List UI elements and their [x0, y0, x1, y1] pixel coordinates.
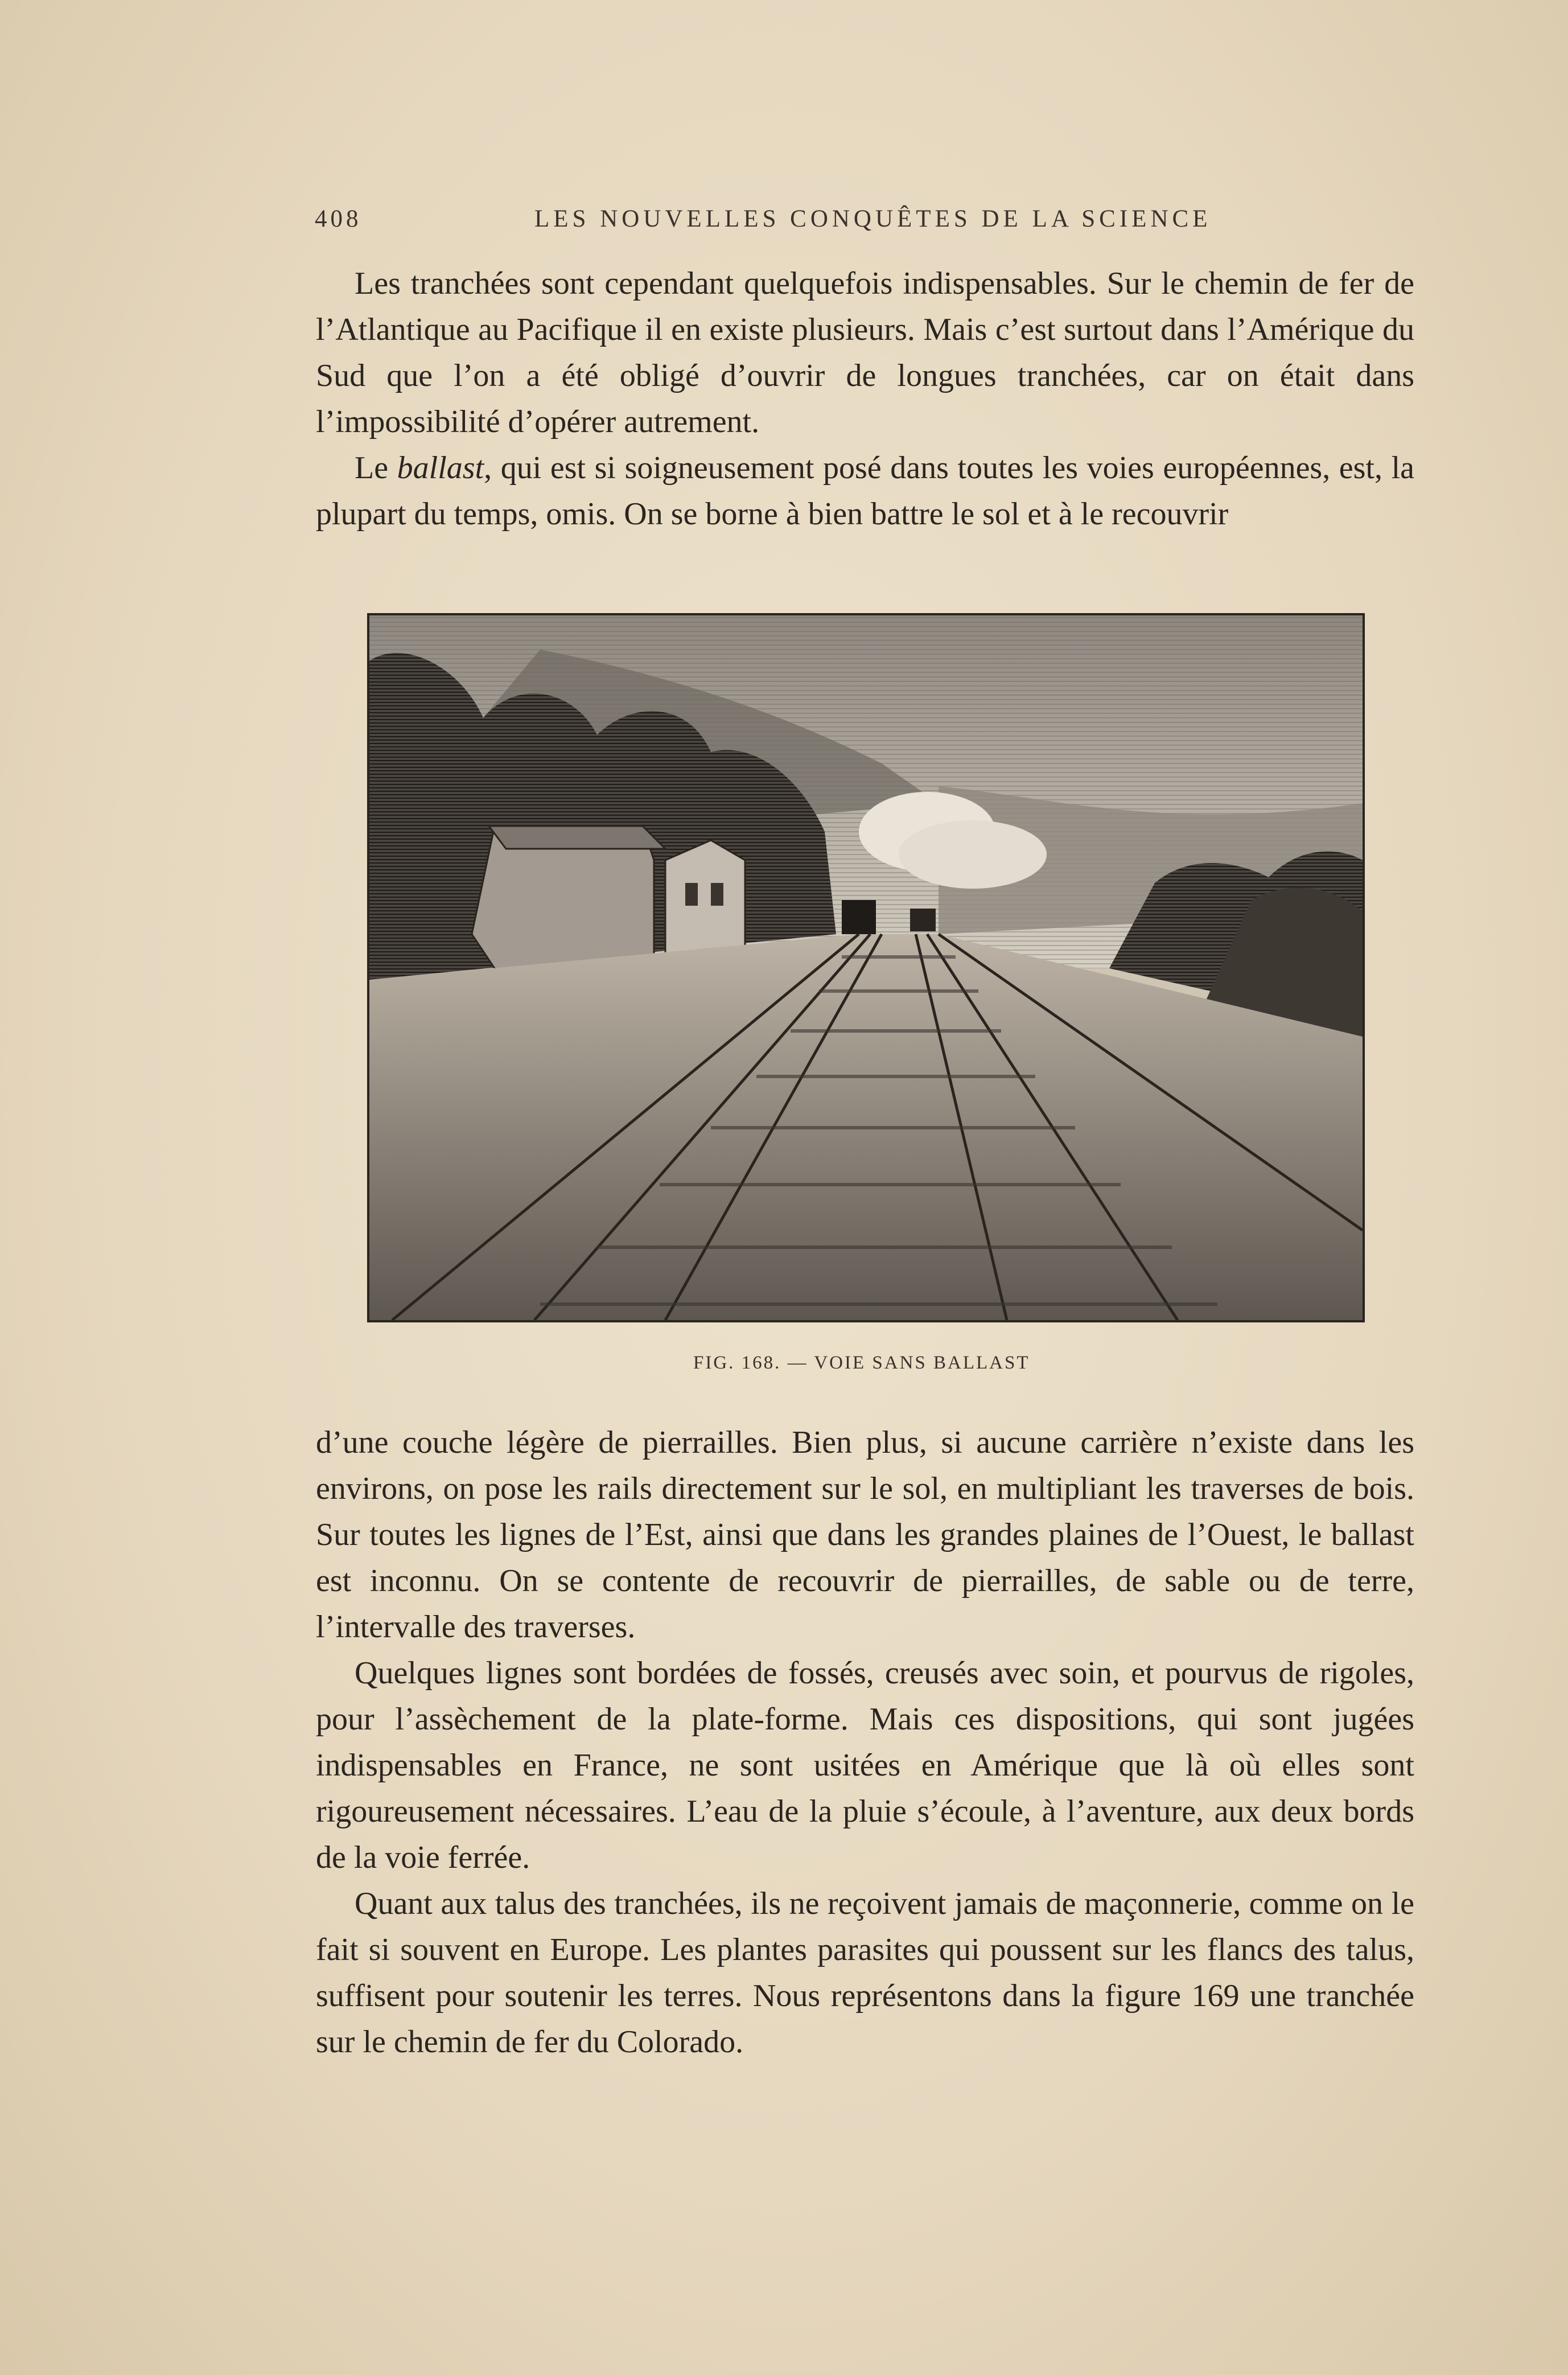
- text-block-top: [316, 261, 1414, 537]
- running-title: LES NOUVELLES CONQUÊTES DE LA SCIENCE: [534, 206, 1212, 232]
- page-header: [315, 205, 1411, 239]
- emphasis-ballast: ballast: [397, 450, 484, 486]
- paragraph-pierrailles: d’une couche légère de pierrailles. Bien plus, si aucune carrière n’existe dans les environs, on pose les rails directement sur le sol, en multipliant les traverses de bois. Sur toutes les lignes de l’Est, ainsi que dans les grandes plaines de l’Ouest, le ballast est inconnu. On se contente de recouvrir de pierrailles, de sable ou de terre, l’intervalle des traverses.: [316, 1425, 1414, 1645]
- page-number: 408: [315, 206, 362, 232]
- railway-engraving: [367, 613, 1365, 1322]
- wagon: [910, 909, 936, 931]
- paragraph-ballast: Le ballast, qui est si soigneusement posé dans toutes les voies européennes, est, la plupart du temps, omis. On se borne à bien battre le sol et à le recouvrir: [316, 450, 1415, 532]
- paragraph-talus: Quant aux talus des tranchées, ils ne reçoivent jamais de maçonnerie, comme on le fait si souvent en Europe. Les plantes parasites qui poussent sur les flancs des talus, suffisent pour soutenir les terres. Nous représentons dans la figure 169 une tranchée sur le chemin de fer du Colorado.: [316, 1886, 1414, 2060]
- paragraph-trenches: Les tranchées sont cependant quelquefois indispensables. Sur le chemin de fer de l’Atlantique au Pacifique il en existe plusieurs. Mais c’est surtout dans l’Amérique du Sud que l’on a été obligé d’ouvrir de longues tranchées, car on était dans l’impossibilité d’opérer autrement.: [316, 266, 1414, 439]
- locomotive: [842, 900, 876, 934]
- figure-caption: FIG. 168. — VOIE SANS BALLAST: [693, 1353, 1030, 1373]
- paragraph-fosses: Quelques lignes sont bordées de fossés, creusés avec soin, et pourvus de rigoles, pour l’assèchement de la plate-forme. Mais ces dispositions, qui sont jugées indispensables en France, ne sont usitées en Amérique que là où elles sont rigoureusement nécessaires. L’eau de la pluie s’écoule, à l’aventure, aux deux bords de la voie ferrée.: [316, 1655, 1414, 1875]
- text-block-bottom: [316, 1420, 1414, 2065]
- house: [665, 840, 745, 963]
- railway-track-illustration: [369, 615, 1363, 1320]
